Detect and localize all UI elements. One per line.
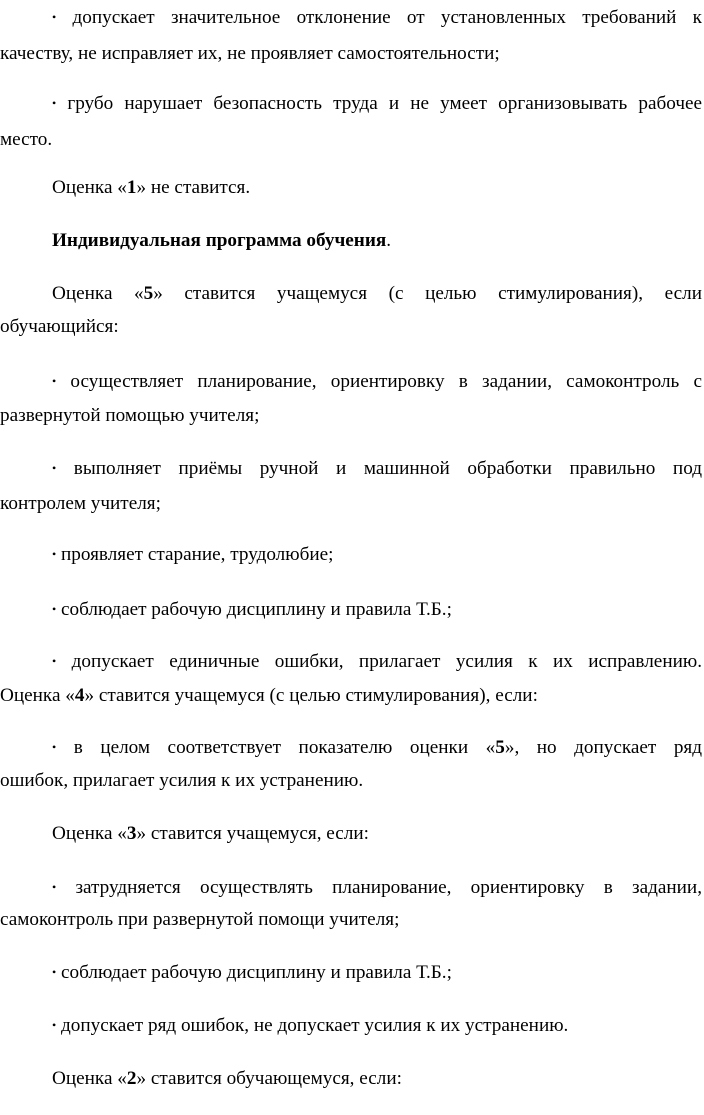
line-text: » ставится обучающемуся, если:	[136, 1068, 402, 1089]
bullet-line	[52, 1010, 702, 1040]
bullet-line	[52, 594, 702, 624]
line-text: Оценка «	[52, 823, 127, 844]
heading-text: Индивидуальная программа обучения	[52, 230, 387, 251]
line-text: допускает единичные ошибки, прилагает усилия к их исправлению.	[71, 651, 702, 672]
grade-line	[52, 173, 702, 203]
bullet-icon: •	[52, 96, 57, 110]
line-text: Оценка «	[52, 283, 144, 304]
line-text: в целом соответствует показателю оценки «	[73, 737, 496, 758]
bullet-icon: •	[52, 547, 57, 561]
line-text: Оценка «	[52, 1068, 127, 1089]
line-text: соблюдает рабочую дисциплину и правила Т.Б.;	[61, 962, 452, 983]
grade-value: 1	[126, 177, 137, 198]
section-heading	[52, 226, 702, 256]
line-text: развернутой помощью учителя;	[0, 405, 260, 426]
line-text: выполняет приёмы ручной и машинной обработки правильно под	[73, 458, 703, 479]
bullet-line	[52, 957, 702, 987]
line-text: осуществляет планирование, ориентировку в задании, самоконтроль с	[70, 371, 702, 392]
line-text: » ставится учащемуся (с целью стимулирования), если	[153, 283, 702, 304]
grade-line	[0, 681, 702, 711]
bullet-line	[52, 88, 702, 118]
continuation-line	[0, 401, 702, 431]
heading-period: .	[386, 230, 392, 251]
bullet-line	[52, 2, 702, 32]
continuation-line	[0, 905, 702, 935]
line-text: проявляет старание, трудолюбие;	[61, 544, 334, 565]
continuation-line	[0, 125, 702, 155]
bullet-icon: •	[52, 602, 57, 616]
bullet-line	[52, 539, 702, 569]
bullet-icon: •	[52, 1018, 57, 1032]
line-text: затрудняется осуществлять планирование, ориентировку в задании,	[75, 877, 702, 898]
continuation-line	[0, 312, 702, 342]
line-text: Оценка «	[52, 177, 127, 198]
line-text: » ставится учащемуся (с целью стимулирования), если:	[84, 685, 538, 706]
bullet-icon: •	[52, 740, 57, 754]
bullet-icon: •	[52, 374, 57, 388]
line-text: обучающийся:	[0, 316, 119, 337]
bullet-icon: •	[52, 965, 57, 979]
line-text: грубо нарушает безопасность труда и не умеет организовывать рабочее	[67, 93, 703, 114]
grade-value: 4	[74, 685, 85, 706]
grade-value: 5	[495, 737, 505, 758]
bullet-line	[52, 646, 702, 676]
line-text: допускает ряд ошибок, не допускает усилия к их устранению.	[61, 1015, 569, 1036]
line-text: ошибок, прилагает усилия к их устранению.	[0, 770, 364, 791]
bullet-line	[52, 732, 702, 762]
bullet-icon: •	[52, 10, 57, 24]
continuation-line	[0, 489, 702, 519]
line-text: самоконтроль при развернутой помощи учителя;	[0, 909, 400, 930]
grade-value: 5	[143, 283, 154, 304]
line-text: допускает значительное отклонение от установленных требований к	[72, 7, 702, 28]
bullet-icon: •	[52, 654, 57, 668]
bullet-icon: •	[52, 880, 57, 894]
grade-value: 2	[126, 1068, 137, 1089]
grade-line	[52, 1064, 702, 1094]
bullet-line	[52, 872, 702, 902]
line-text: Оценка «	[0, 685, 75, 706]
bullet-line	[52, 366, 702, 396]
bullet-line	[52, 453, 702, 483]
bullet-icon: •	[52, 461, 57, 475]
line-text: соблюдает рабочую дисциплину и правила Т.Б.;	[61, 599, 452, 620]
grade-value: 3	[126, 823, 137, 844]
line-text: качеству, не исправляет их, не проявляет самостоятельности;	[0, 43, 500, 64]
line-text: » не ставится.	[136, 177, 251, 198]
line-text: », но допускает ряд	[504, 737, 703, 758]
line-text: контролем учителя;	[0, 493, 161, 514]
grade-line	[52, 819, 702, 849]
grade-line	[52, 279, 702, 309]
continuation-line	[0, 766, 702, 796]
line-text: место.	[0, 129, 53, 150]
continuation-line	[0, 39, 702, 69]
line-text: » ставится учащемуся, если:	[136, 823, 369, 844]
